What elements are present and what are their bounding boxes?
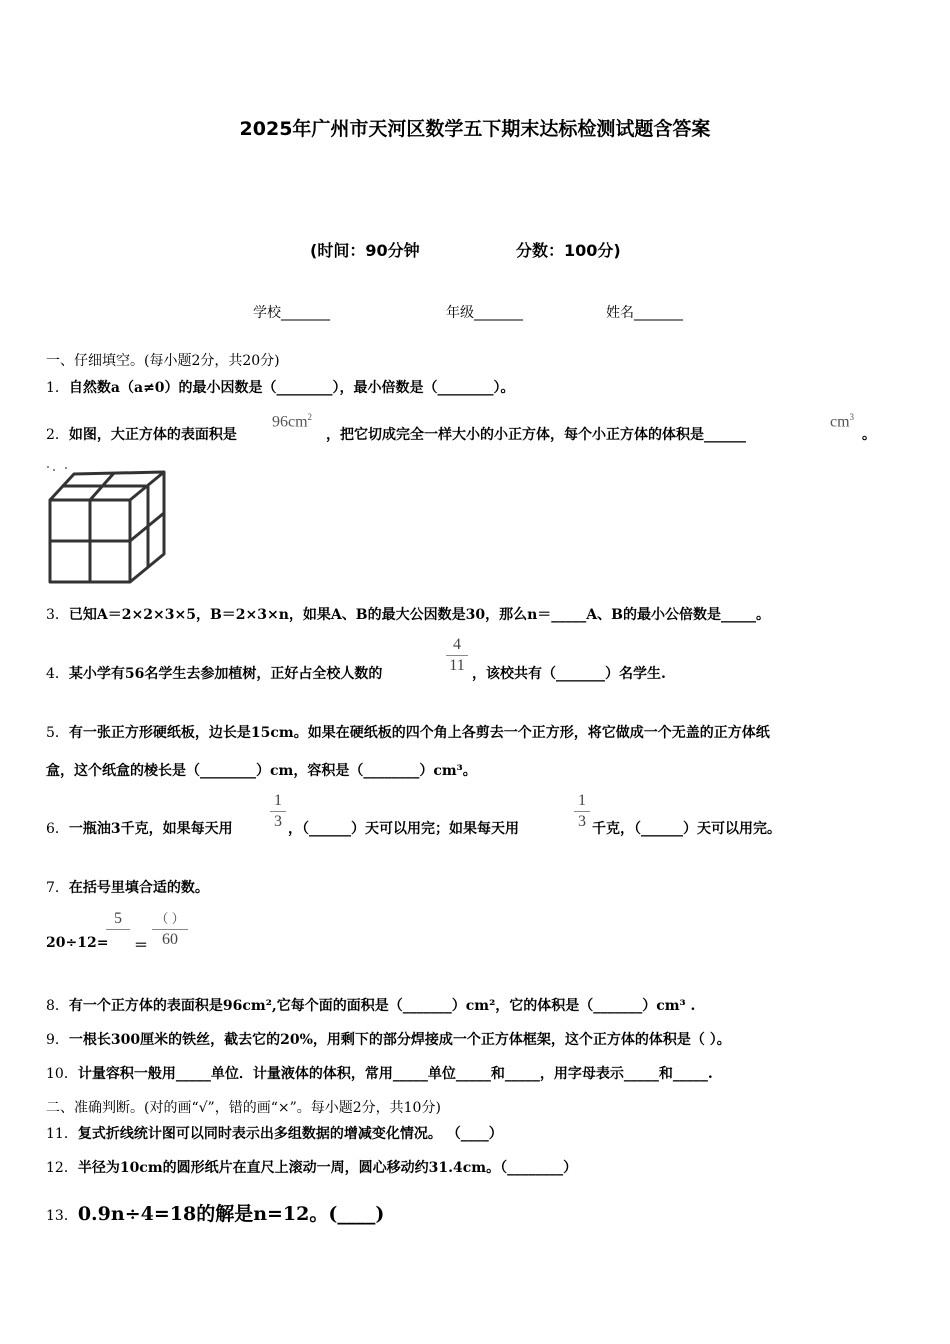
question-11: [46, 1123, 503, 1143]
question-2-end: 。: [862, 427, 876, 443]
question-text: 自然数a（a≠0）的最小因数是（________），最小倍数是（________）。: [68, 380, 515, 396]
question-6-cont: ，（______）天可以用完；如果每天用: [288, 821, 519, 837]
equals-sign: ＝: [134, 938, 148, 954]
question-5: [46, 722, 770, 742]
question-1: [46, 377, 515, 397]
question-text: 一瓶油3千克，如果每天用: [68, 821, 233, 837]
question-number: 2．: [46, 427, 69, 443]
question-9: [46, 1029, 731, 1049]
question-text: 在括号里填合适的数。: [68, 880, 209, 896]
question-text: 如图，大正方体的表面积是: [68, 427, 237, 443]
question-number: 5．: [46, 725, 69, 741]
question-number: 1．: [46, 380, 69, 396]
fraction-4-11: 4 11: [446, 636, 468, 675]
question-number: 11．: [46, 1126, 78, 1142]
question-number: 6．: [46, 821, 69, 837]
page-title: 2025年广州市天河区数学五下期末达标检测试题含答案: [239, 118, 711, 140]
unit-volume: $cm^3$: [830, 412, 855, 431]
question-text: 已知A＝2×2×3×5，B＝2×3×n，如果A、B的最大公因数是30，那么n＝_____A、B的最小公倍数是_____。: [68, 607, 770, 623]
question-5-line2: 盒，这个纸盒的棱长是（________）cm，容积是（________）cm³。: [46, 763, 477, 779]
question-number: 3．: [46, 607, 69, 623]
question-number: 10．: [46, 1066, 78, 1082]
question-text: 半径为10cm的圆形纸片在直尺上滚动一周，圆心移动约31.4cm。（________）: [77, 1160, 578, 1176]
question-text: 一根长300厘米的铁丝，截去它的20%，用剩下的部分焊接成一个正方体框架，这个正方体的体积是（ ）。: [68, 1032, 731, 1048]
question-number: 7．: [46, 880, 69, 896]
question-text: 有一个正方体的表面积是96cm²,它每个面的面积是（_______）cm²，它的体积是（_______）cm³ .: [68, 998, 696, 1014]
question-4-cont: ，该校共有（_______）名学生.: [472, 666, 666, 682]
question-number: 9．: [46, 1032, 69, 1048]
cube-figure: [44, 464, 172, 588]
question-4: [46, 663, 382, 683]
grade-field: 年级_______: [446, 305, 523, 321]
question-6: [46, 818, 233, 838]
question-13: [46, 1199, 384, 1226]
question-text: 有一张正方形硬纸板，边长是15cm。如果在硬纸板的四个角上各剪去一个正方形，将它做成一个无盖的正方体纸: [68, 725, 770, 741]
question-2: [46, 424, 237, 444]
question-text: 复式折线统计图可以同时表示出多组数据的增减变化情况。 （____）: [77, 1126, 503, 1142]
question-number: 8．: [46, 998, 69, 1014]
fraction-1-3-a: 1 3: [270, 792, 286, 831]
question-text: 0.9n÷4=18的解是n=12。(____): [77, 1203, 385, 1225]
question-7: [46, 877, 209, 897]
school-field: 学校_______: [253, 305, 330, 321]
fraction-5-blank: 5: [106, 910, 130, 949]
question-6-end: 千克，（______）天可以用完。: [592, 821, 781, 837]
exam-time: (时间：90分钟: [310, 241, 420, 260]
question-10: [46, 1063, 713, 1083]
question-text: 计量容积一般用_____单位．计量液体的体积，常用_____单位_____和_____，用字母表示_____和_____.: [77, 1066, 713, 1082]
question-number: 4．: [46, 666, 69, 682]
question-number: 12．: [46, 1160, 78, 1176]
unit-area: $96cm^2$: [272, 412, 313, 431]
question-12: [46, 1157, 577, 1177]
fraction-blank-60: （ ） 60: [152, 910, 188, 949]
section-2-heading: 二、准确判断。(对的画“√”，错的画“×”。每小题2分，共10分): [46, 1100, 441, 1116]
question-8: [46, 995, 695, 1015]
question-text: 某小学有56名学生去参加植树，正好占全校人数的: [68, 666, 383, 682]
question-2-cont: ，把它切成完全一样大小的小正方体，每个小正方体的体积是______: [326, 427, 746, 443]
exam-score: 分数：100分): [516, 241, 621, 260]
section-1-heading: 一、仔细填空。(每小题2分，共20分): [46, 353, 280, 369]
fraction-1-3-b: 1 3: [574, 792, 590, 831]
question-number: 13．: [46, 1208, 78, 1224]
expression: 20÷12=: [46, 935, 109, 951]
question-3: [46, 604, 770, 624]
name-field: 姓名_______: [606, 305, 683, 321]
